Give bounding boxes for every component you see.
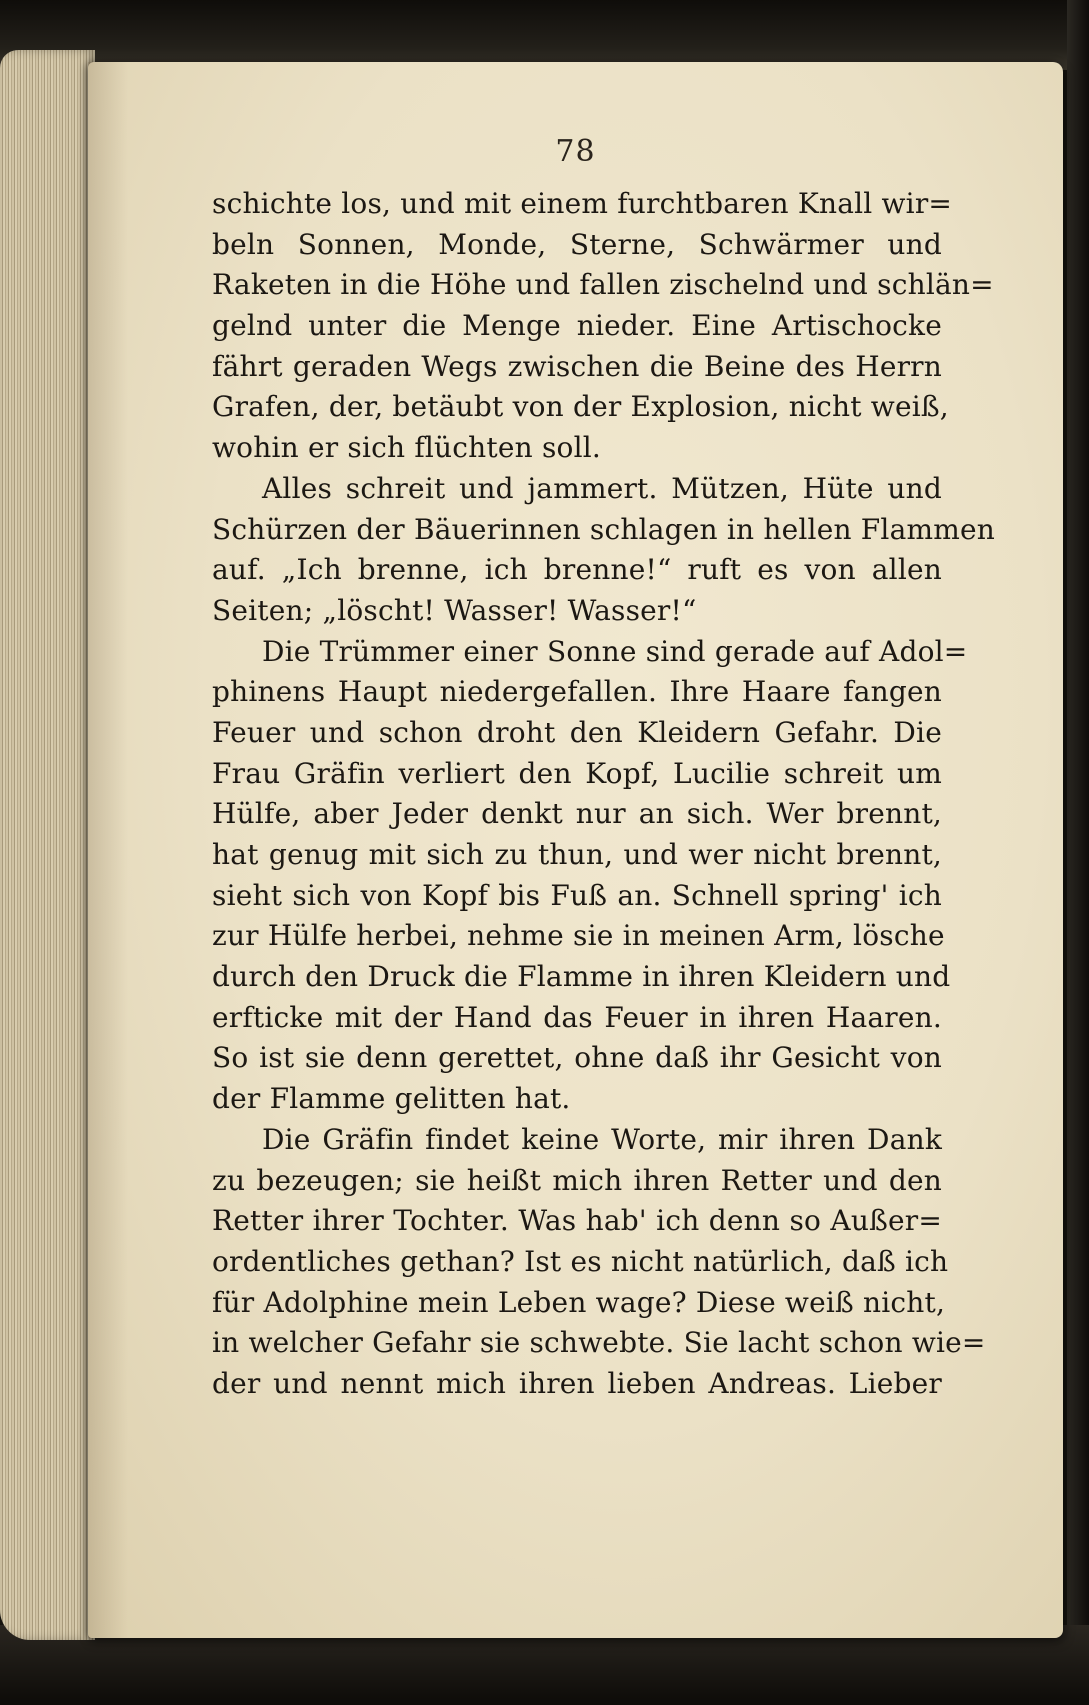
- text-line: Alles schreit und jammert. Mützen, Hüte und: [262, 471, 942, 505]
- page-number: 78: [555, 134, 596, 169]
- text-line: auf. „Ich brenne, ich brenne!“ ruft es von allen: [212, 553, 942, 587]
- text-line: hat genug mit sich zu thun, und wer nicht brennt,: [212, 838, 942, 871]
- background-right: [1067, 0, 1089, 1705]
- text-line: in welcher Gefahr sie schwebte. Sie lacht schon wie=: [212, 1326, 986, 1360]
- text-line: Frau Gräfin verliert den Kopf, Lucilie schreit um: [212, 756, 942, 790]
- text-line: fährt geraden Wegs zwischen die Beine des Herrn: [212, 349, 942, 383]
- text-line: der Flamme gelitten hat.: [212, 1082, 571, 1116]
- text-line: Grafen, der, betäubt von der Explosion, nicht weiß,: [212, 390, 949, 424]
- text-line: für Adolphine mein Leben wage? Diese weiß nicht,: [212, 1285, 946, 1319]
- text-line: Raketen in die Höhe und fallen zischelnd und schlän=: [212, 268, 994, 302]
- text-line: erfticke mit der Hand das Feuer in ihren Haaren.: [212, 1000, 942, 1034]
- text-line: So ist sie denn gerettet, ohne daß ihr Gesicht von: [212, 1041, 942, 1075]
- text-line: schichte los, und mit einem furchtbaren Knall wir=: [212, 187, 953, 220]
- text-line: ordentliches gethan? Ist es nicht natürlich, daß ich: [212, 1244, 949, 1278]
- text-line: der und nennt mich ihren lieben Andreas. Lieber: [212, 1366, 942, 1400]
- text-line: Retter ihrer Tochter. Was hab' ich denn so Außer=: [212, 1204, 942, 1238]
- text-line: sieht sich von Kopf bis Fuß an. Schnell spring' ich: [212, 878, 942, 912]
- background-top: [0, 0, 1089, 70]
- text-line: zu bezeugen; sie heißt mich ihren Retter und den: [212, 1163, 942, 1197]
- text-line: phinens Haupt niedergefallen. Ihre Haare fangen: [212, 675, 942, 709]
- text-line: zur Hülfe herbei, nehme sie in meinen Arm, lösche: [212, 919, 945, 953]
- text-line: beln Sonnen, Monde, Sterne, Schwärmer und: [212, 227, 942, 261]
- text-line: gelnd unter die Menge nieder. Eine Artischocke: [212, 309, 942, 343]
- text-line: Die Gräfin findet keine Worte, mir ihren Dank: [262, 1122, 942, 1156]
- text-line: Die Trümmer einer Sonne sind gerade auf Adol=: [262, 634, 968, 668]
- text-line: Feuer und schon droht den Kleidern Gefahr. Die: [212, 715, 942, 749]
- text-block: [212, 184, 995, 1405]
- text-line: Hülfe, aber Jeder denkt nur an sich. Wer brennt,: [212, 797, 942, 831]
- book-page: [88, 62, 1063, 1638]
- text-line: durch den Druck die Flamme in ihren Kleidern und: [212, 960, 951, 994]
- text-line: Schürzen der Bäuerinnen schlagen in hellen Flammen: [212, 512, 995, 546]
- book-page-edges: [0, 50, 95, 1640]
- text-line: wohin er sich flüchten soll.: [212, 431, 602, 465]
- text-line: Seiten; „löscht! Wasser! Wasser!“: [212, 593, 697, 627]
